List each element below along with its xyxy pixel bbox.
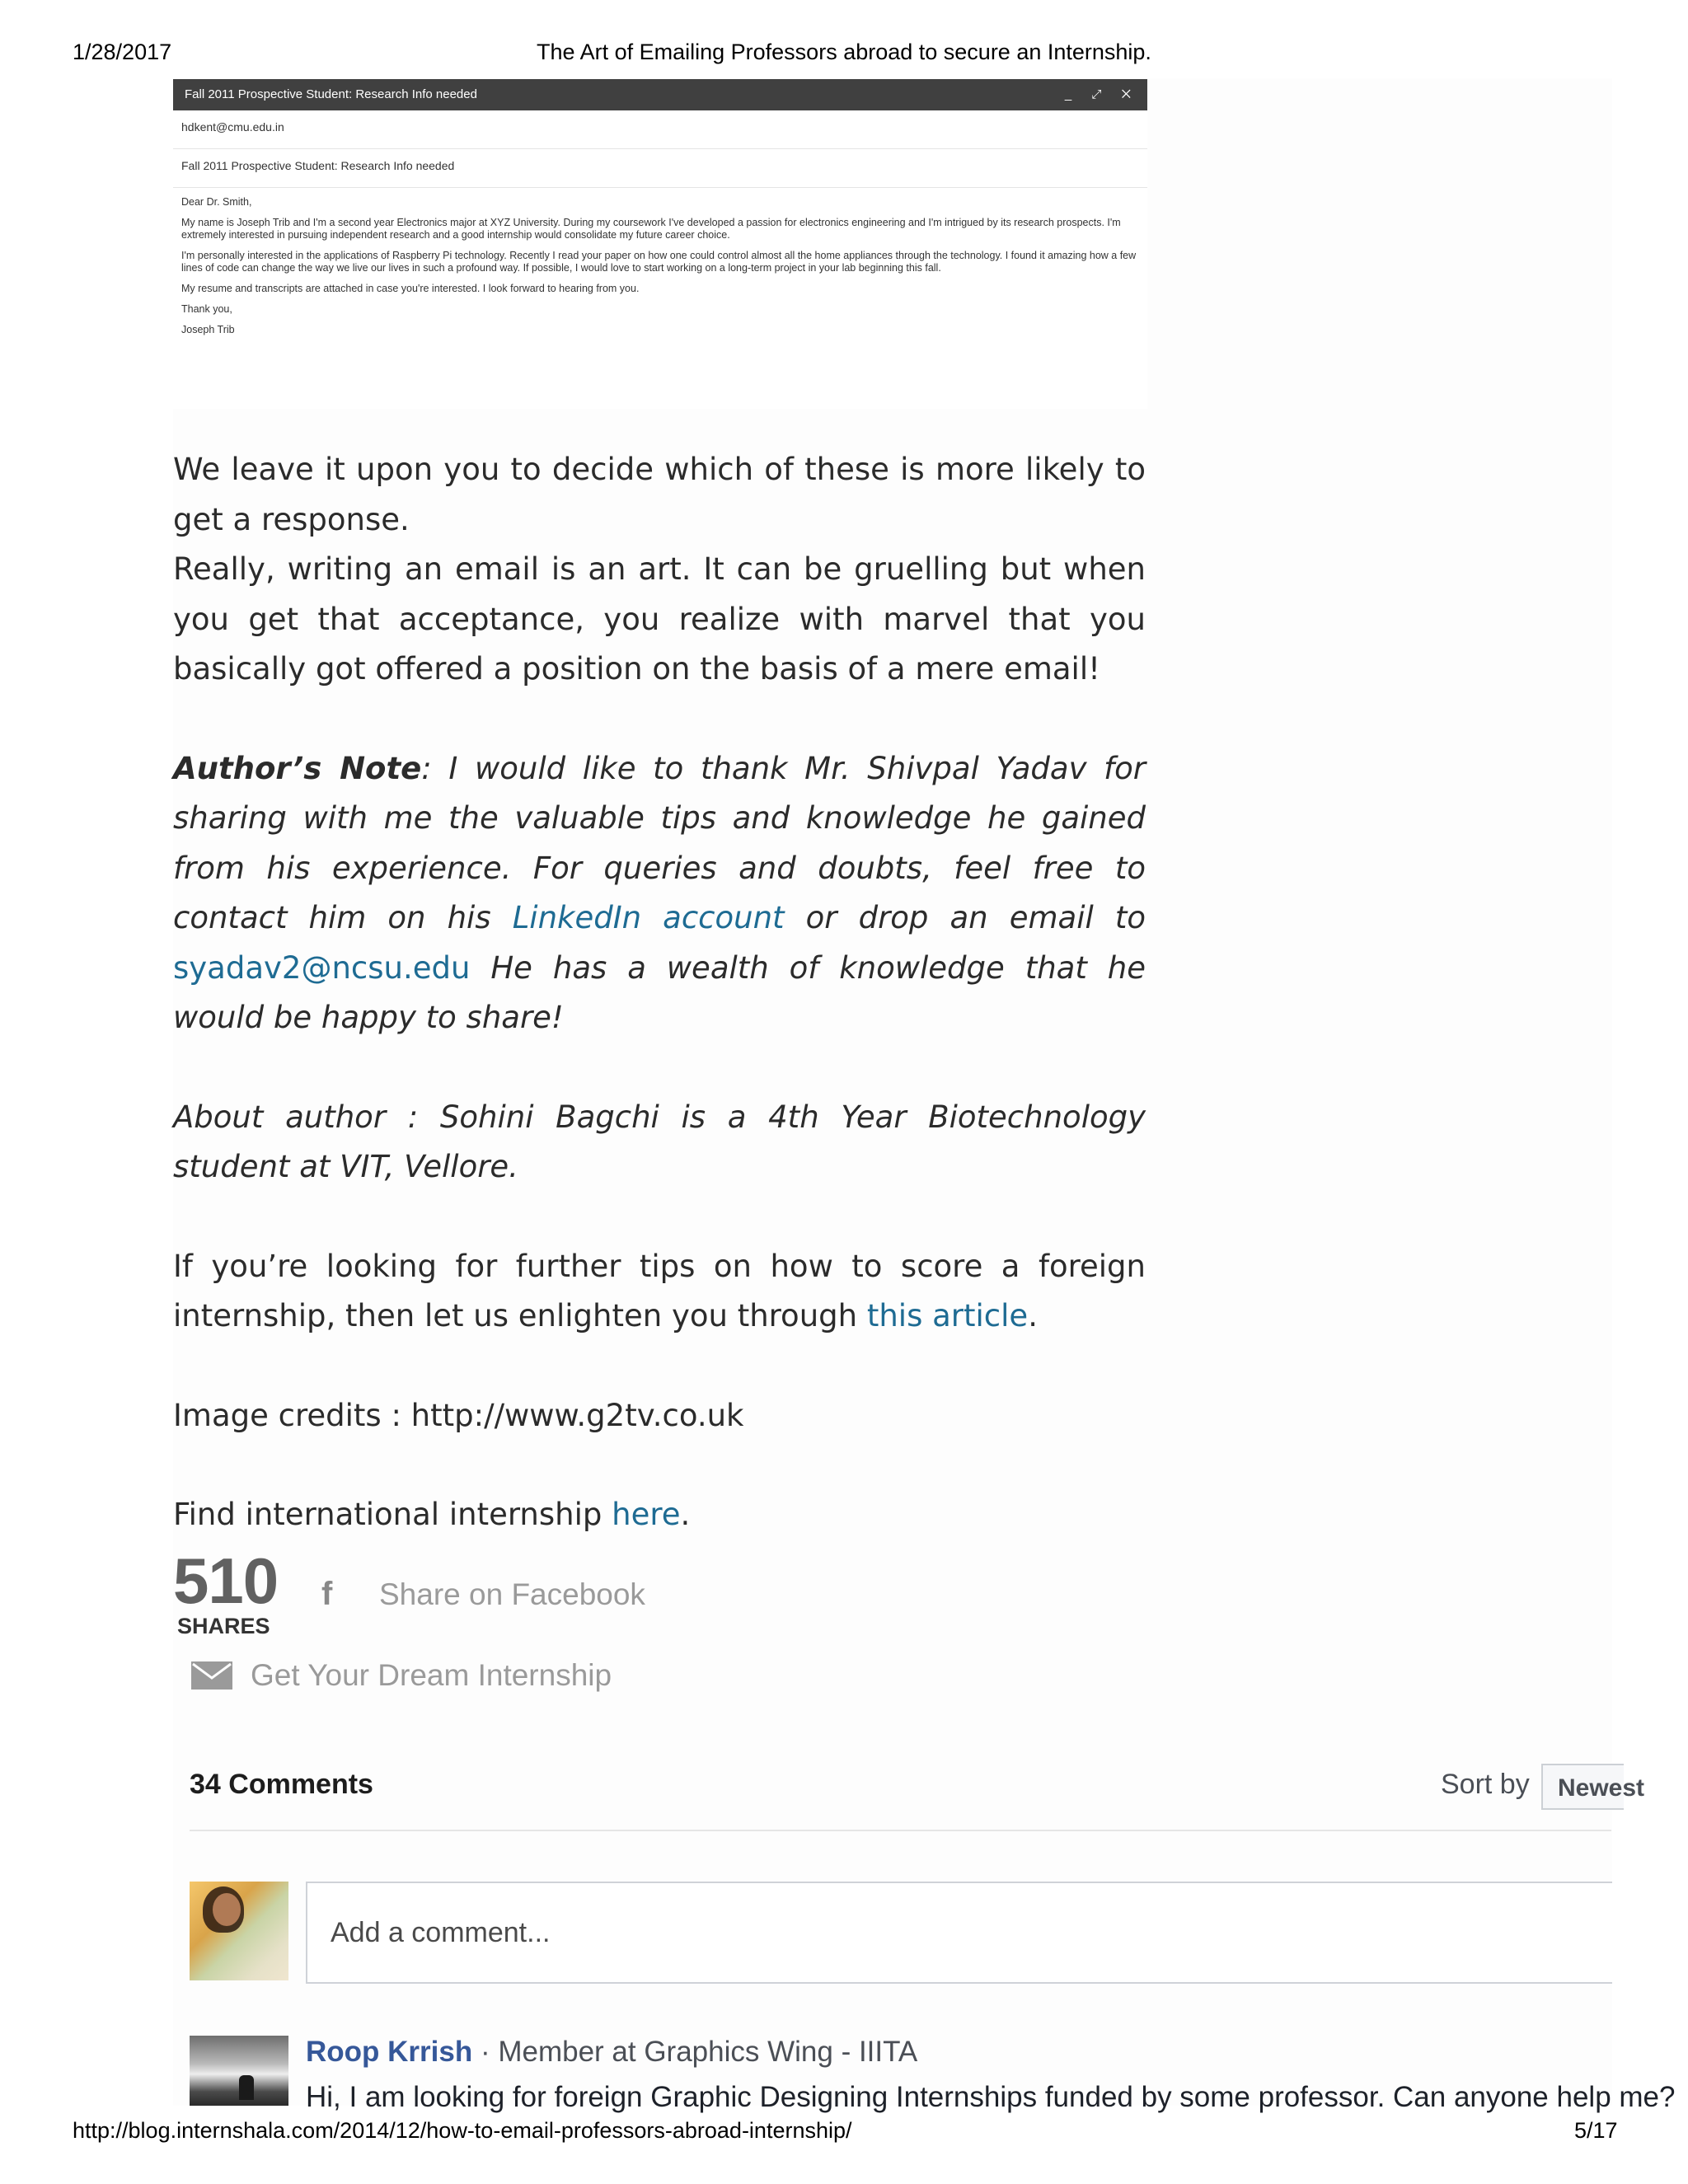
find-internship: Find international internship here.: [173, 1497, 691, 1532]
this-article-link[interactable]: this article: [866, 1298, 1029, 1333]
commenter-avatar: [190, 2036, 288, 2106]
dream-internship-label: Get Your Dream Internship: [251, 1658, 612, 1692]
author-note: Author’s Note: I would like to thank Mr. Shivpal Yadav for sharing with me the valuable tips and knowledge he gained from his experience. For queries and doubts, feel free to contact him on his LinkedIn account or drop an email to syadav2@ncsu.edu He has a wealth of knowledge that he would be happy to share!: [173, 750, 1146, 1035]
share-facebook-button[interactable]: [321, 1576, 645, 1613]
article-paragraph: We leave it upon you to decide which of these is more likely to get a response.: [173, 452, 1146, 537]
email-title-bar: [173, 79, 1147, 110]
facebook-icon: f: [321, 1576, 333, 1612]
email-greeting: Dear Dr. Smith,: [181, 196, 252, 208]
share-facebook-label: Share on Facebook: [379, 1577, 645, 1611]
add-comment-input[interactable]: Add a comment...: [306, 1882, 1612, 1984]
comment-meta: [306, 2036, 917, 2069]
comments-count: 34 Comments: [190, 1769, 373, 1800]
sort-select[interactable]: Newest: [1541, 1764, 1624, 1810]
comment-body: [306, 2081, 1676, 2113]
article-paragraph: Really, writing an email is an art. It can be gruelling but when you get that acceptance, you realize with marvel that you basically got offered a position on the basis of a mere email!: [173, 551, 1146, 687]
email-body: [173, 188, 1147, 353]
email-signature: Joseph Trib: [181, 324, 235, 335]
article-body: [173, 445, 1146, 1540]
email-paragraph: My resume and transcripts are attached in case you're interested. I look forward to hearing from you.: [181, 283, 640, 294]
commenter-affiliation: · Member at Graphics Wing - IIITA: [472, 2036, 918, 2068]
image-credits: Image credits : http://www.g2tv.co.uk: [173, 1397, 744, 1433]
commenter-name-link[interactable]: Roop Krrish: [306, 2036, 473, 2068]
print-page-title: The Art of Emailing Professors abroad to secure an Internship.: [537, 40, 1151, 64]
email-paragraph: My name is Joseph Trib and I'm a second year Electronics major at XYZ University. During my coursework I've developed a passion for electronics engineering and I'm intrigued by its research prospects. I'm extremely interested in pursuing independent research and a good internship would consolidate my future career choice.: [181, 217, 1121, 241]
email-to-field: hdkent@cmu.edu.in: [173, 110, 1147, 149]
email-link[interactable]: syadav2@ncsu.edu: [173, 949, 471, 986]
email-screenshot: [173, 79, 1147, 409]
share-count-label: SHARES: [177, 1614, 270, 1638]
tips-paragraph: If you’re looking for further tips on how to score a foreign internship, then let us enlighten you through this article.: [173, 1248, 1146, 1333]
dream-internship-button[interactable]: [191, 1658, 612, 1693]
print-page-number: 5/17: [1574, 2118, 1618, 2143]
linkedin-link[interactable]: LinkedIn account: [512, 900, 785, 935]
sort-label: Sort by: [1441, 1769, 1530, 1800]
email-window-title: Fall 2011 Prospective Student: Research Info needed: [185, 87, 477, 101]
print-date: 1/28/2017: [73, 40, 172, 64]
window-controls-icon: _ ⤢ ✕: [1064, 87, 1139, 101]
here-link[interactable]: here: [612, 1497, 681, 1532]
email-paragraph: I'm personally interested in the applications of Raspberry Pi technology. Recently I read your paper on how one could control almost all the home appliances through the technology. I found it amazing how a few lines of code can change the way we live our lives in such a profound way. If possible, I would love to start working on a long-term project in your lab beginning this fall.: [181, 250, 1137, 274]
email-closing: Thank you,: [181, 303, 232, 315]
email-subject-field: Fall 2011 Prospective Student: Research Info needed: [173, 149, 1147, 188]
share-counter: [173, 1544, 279, 1639]
avatar: [190, 1882, 288, 1980]
about-author: About author : Sohini Bagchi is a 4th Year Biotechnology student at VIT, Vellore.: [173, 1099, 1146, 1184]
share-count: 510: [173, 1544, 279, 1617]
mail-icon: [191, 1661, 232, 1690]
print-url: http://blog.internshala.com/2014/12/how-to-email-professors-abroad-internship/: [73, 2118, 852, 2143]
author-note-label: Author’s Note: [173, 750, 422, 786]
comments-header: [190, 1764, 1645, 1831]
comment-text: Hi, I am looking for foreign Graphic Designing Internships funded by some professor. Can anyone help me?: [306, 2081, 1676, 2113]
